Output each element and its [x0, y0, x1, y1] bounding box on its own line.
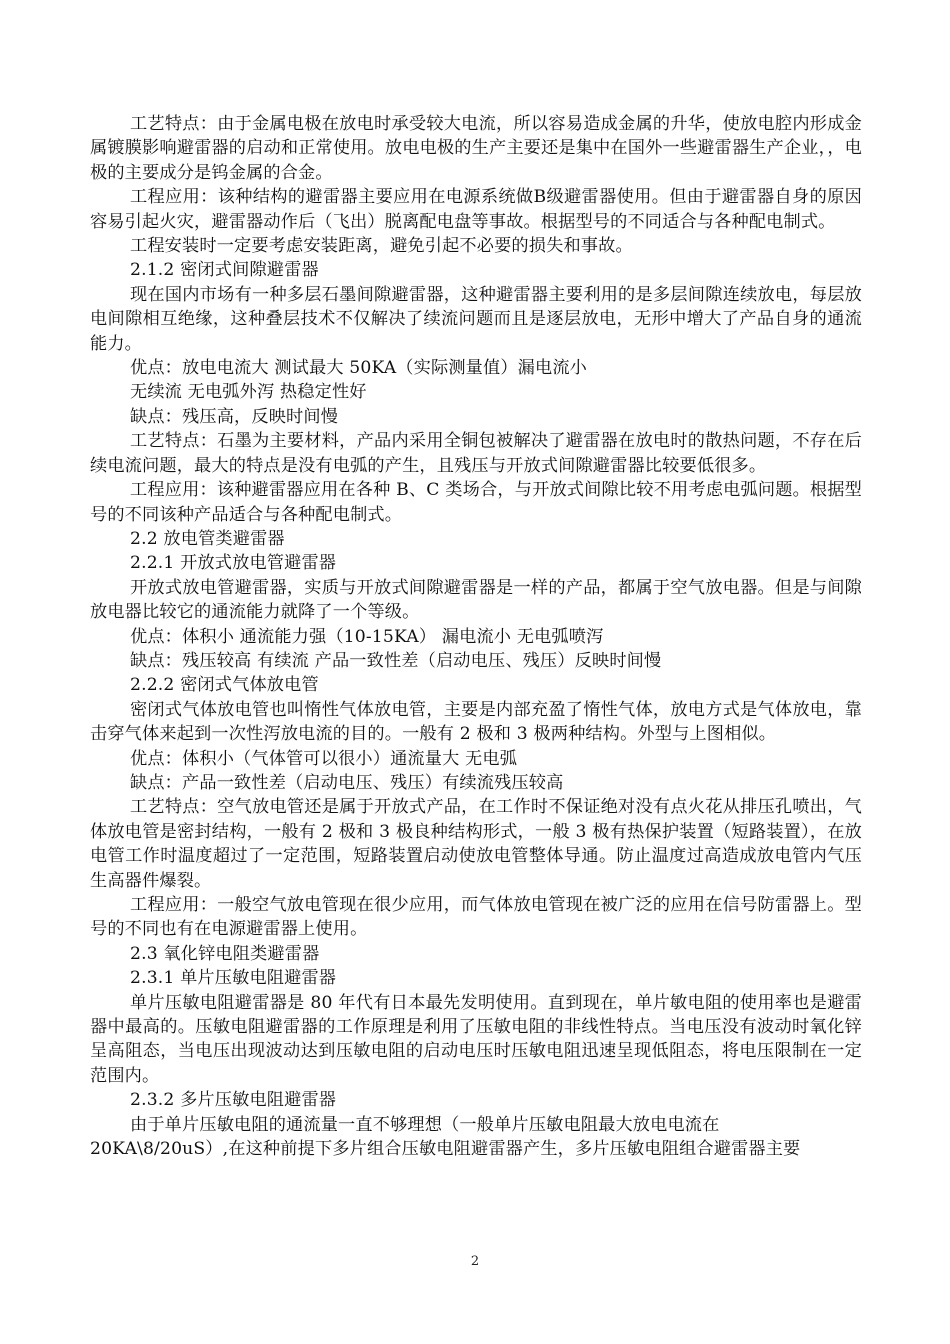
paragraph: 工程应用：该种避雷器应用在各种 B、C 类场合，与开放式间隙比较不用考虑电弧问题。根据型号的不同该种产品适合与各种配电制式。 — [90, 480, 862, 525]
paragraph: 缺点：残压高，反映时间慢 — [130, 406, 339, 427]
page-number: 2 — [470, 1254, 480, 1269]
section-heading: 2.2.1 开放式放电管避雷器 — [130, 553, 337, 574]
body-text — [90, 112, 862, 1161]
section-heading: 2.3.1 单片压敏电阻避雷器 — [130, 968, 337, 989]
paragraph: 无续流 无电弧外泻 热稳定性好 — [130, 382, 367, 403]
paragraph: 工艺特点：空气放电管还是属于开放式产品，在工作时不保证绝对没有点火花从排压孔喷出，气体放电管是密封结构，一般有 2 极和 3 极良种结构形式，一般 3 极有热保护装置（短路装置），在放电管工作时温度超过了一定范围，短路装置启动使放电管整体导通。防止温度过高造成放电管内气压生高器件爆裂。 — [90, 797, 862, 891]
section-heading: 2.3.2 多片压敏电阻避雷器 — [130, 1090, 337, 1111]
section-heading: 2.1.2 密闭式间隙避雷器 — [130, 260, 319, 281]
paragraph: 工程应用：该种结构的避雷器主要应用在电源系统做B级避雷器使用。但由于避雷器自身的原因容易引起火灾，避雷器动作后（飞出）脱离配电盘等事故。根据型号的不同适合与各种配电制式。 — [90, 187, 862, 232]
section-heading: 2.2.2 密闭式气体放电管 — [130, 675, 319, 696]
paragraph: 密闭式气体放电管也叫惰性气体放电管，主要是内部充盈了惰性气体，放电方式是气体放电，靠击穿气体来起到一次性泻放电流的目的。一般有 2 极和 3 极两种结构。外型与上图相似。 — [90, 699, 862, 745]
section-heading: 2.2 放电管类避雷器 — [130, 528, 285, 549]
paragraph: 缺点：产品一致性差（启动电压、残压）有续流残压较高 — [130, 772, 564, 793]
paragraph: 开放式放电管避雷器，实质与开放式间隙避雷器是一样的产品，都属于空气放电器。但是与间隙放电器比较它的通流能力就降了一个等级。 — [90, 577, 862, 623]
section-heading: 2.3 氧化锌电阻类避雷器 — [130, 943, 320, 964]
paragraph: 优点：体积小 通流能力强（10-15KA） 漏电流小 无电弧喷泻 — [130, 626, 604, 647]
paragraph: 单片压敏电阻避雷器是 80 年代有日本最先发明使用。直到现在，单片敏电阻的使用率也是避雷器中最高的。压敏电阻避雷器的工作原理是利用了压敏电阻的非线性特点。当电压没有波动时氧化锌呈高阻态，当电压出现波动达到压敏电阻的启动电压时压敏电阻迅速呈现低阻态，将电压限制在一定范围内。 — [90, 992, 862, 1086]
paragraph: 工程应用：一般空气放电管现在很少应用，而气体放电管现在被广泛的应用在信号防雷器上。型号的不同也有在电源避雷器上使用。 — [90, 895, 862, 940]
paragraph: 工艺特点：石墨为主要材料，产品内采用全铜包被解决了避雷器在放电时的散热问题，不存在后续电流问题，最大的特点是没有电弧的产生，且残压与开放式间隙避雷器比较要低很多。 — [90, 431, 862, 476]
paragraph: 现在国内市场有一种多层石墨间隙避雷器，这种避雷器主要利用的是多层间隙连续放电，每层放电间隙相互绝缘，这种叠层技术不仅解决了续流问题而且是逐层放电，无形中增大了产品自身的通流能力。 — [90, 284, 862, 354]
paragraph: 缺点：残压较高 有续流 产品一致性差（启动电压、残压）反映时间慢 — [130, 650, 662, 671]
paragraph: 工程安装时一定要考虑安装距离，避免引起不必要的损失和事故。 — [130, 236, 633, 257]
paragraph: 工艺特点：由于金属电极在放电时承受较大电流，所以容易造成金属的升华，使放电腔内形成金属镀膜影响避雷器的启动和正常使用。放电电极的生产主要还是集中在国外一些避雷器生产企业，，电极的主要成分是钨金属的合金。 — [90, 114, 862, 183]
paragraph: 优点：体积小（气体管可以很小）通流量大 无电弧 — [130, 748, 518, 769]
paragraph: 20KA\8/20uS）,在这种前提下多片组合压敏电阻避雷器产生，多片压敏电阻组合避雷器主要 — [90, 1139, 801, 1160]
paragraph: 优点：放电电流大 测试最大 50KA（实际测量值）漏电流小 — [130, 358, 588, 379]
paragraph: 由于单片压敏电阻的通流量一直不够理想（一般单片压敏电阻最大放电电流在 — [130, 1114, 720, 1135]
